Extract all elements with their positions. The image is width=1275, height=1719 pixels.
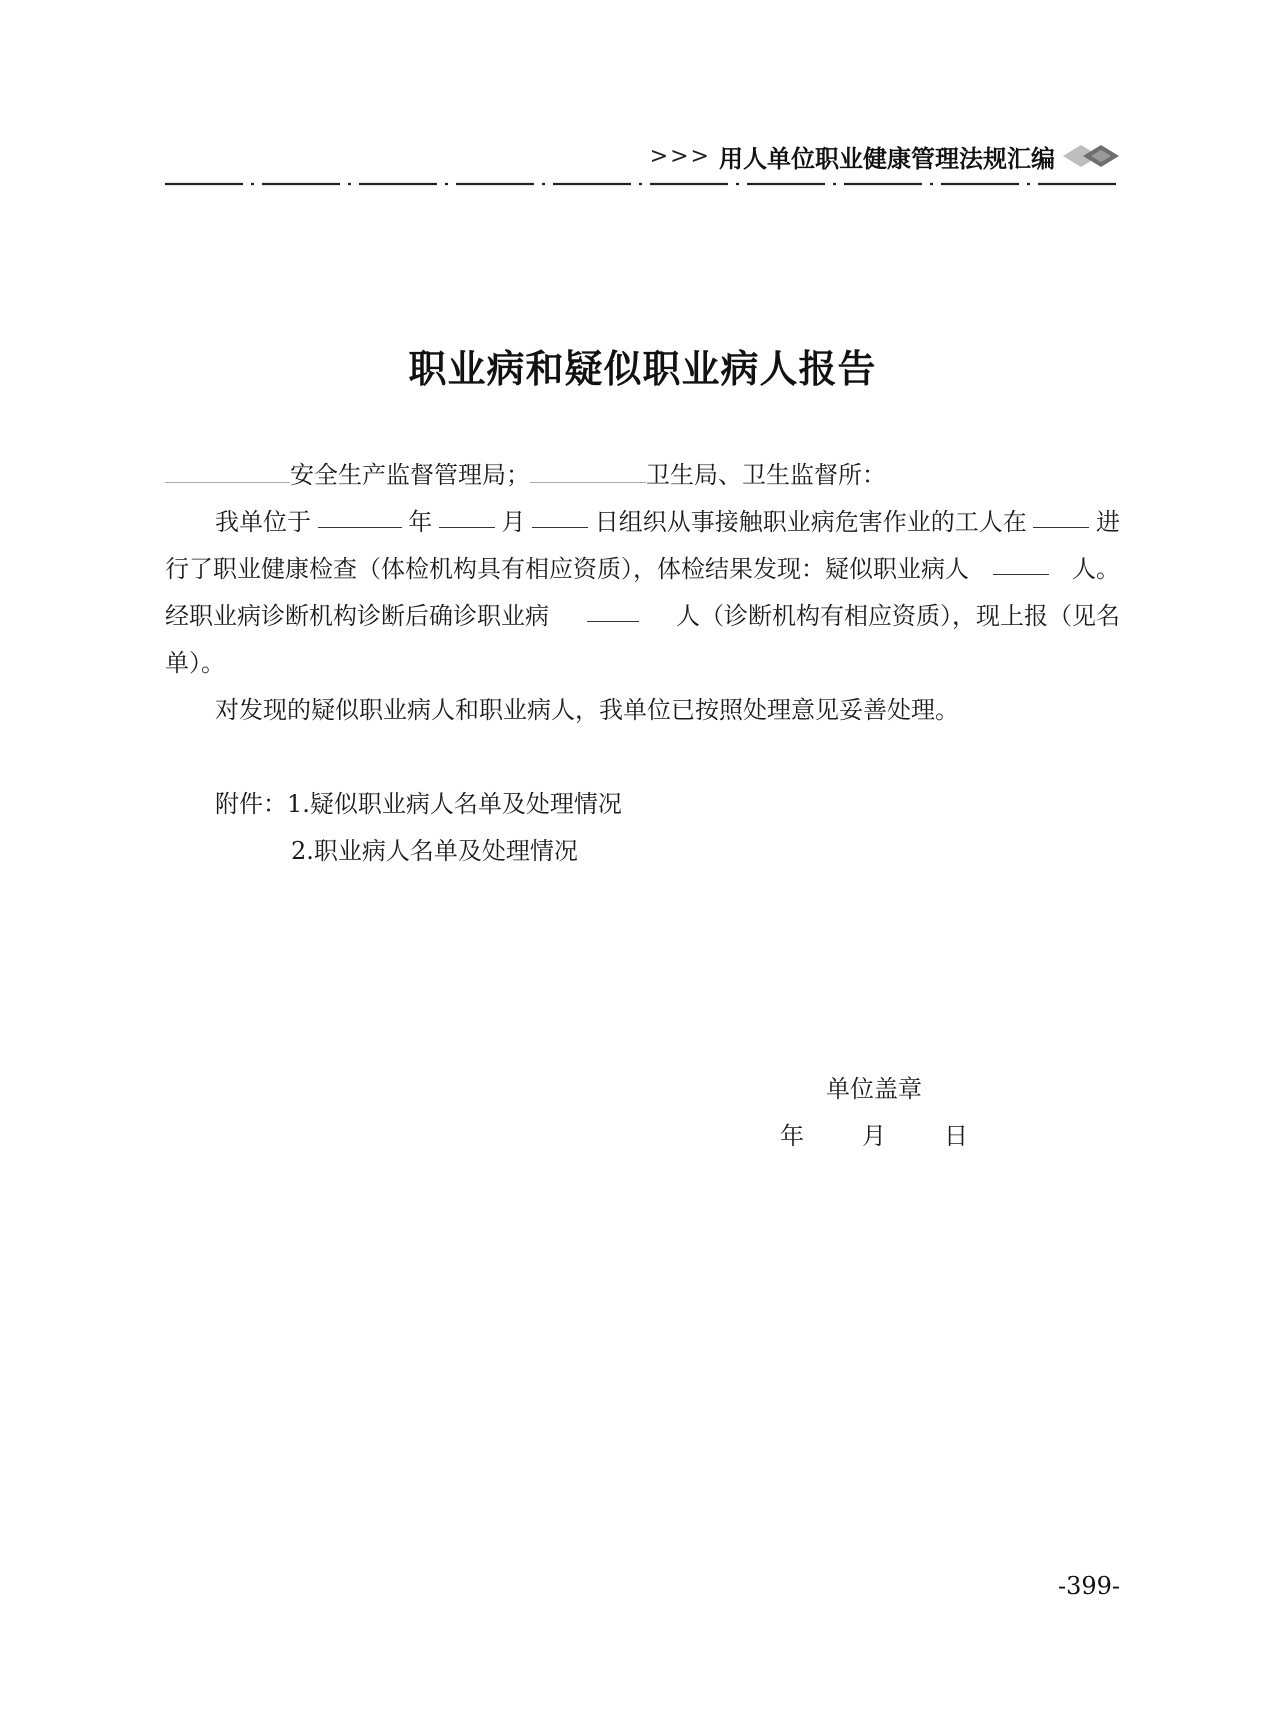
paragraph1-line2 [165,546,1120,593]
attachment-line1 [165,781,1120,828]
p1-text2: 年 [408,508,433,536]
paragraph2: 对发现的疑似职业病人和职业病人，我单位已按照处理意见妥善处理。 [215,696,959,724]
blank-year[interactable] [318,499,402,528]
p1-text3: 月 [501,508,526,536]
sig-month: 月 [862,1122,886,1150]
blank-day[interactable] [532,499,588,528]
page-number: -399- [1057,1572,1120,1600]
spacer [165,734,1120,781]
p1-text8: 经职业病诊断机构诊断后确诊职业病 [165,602,549,630]
p1-text5: 进 [1096,508,1120,536]
p1-text1: 我单位于 [215,508,311,536]
p1-text10: 单）。 [165,649,225,677]
attachment-item1: 1.疑似职业病人名单及处理情况 [287,790,622,818]
signature-block [780,1066,1000,1160]
p1-text6: 行了职业健康检查（体检机构具有相应资质），体检结果发现：疑似职业病人 [165,555,969,583]
p1-text4: 日组织从事接触职业病危害作业的工人在 [594,508,1027,536]
blank-suspected-count[interactable] [993,546,1049,575]
paragraph1-line4 [165,640,1120,687]
header-chevrons: >>> [649,143,711,169]
paragraph1-line1 [165,499,1120,546]
attachment-item2: 2.职业病人名单及处理情况 [291,837,578,865]
header-rule [165,180,1120,188]
double-diamond-icon [1061,141,1125,171]
blank-health-bureau[interactable] [530,454,646,483]
document-title: 职业病和疑似职业病人报告 [408,346,877,391]
blank-confirmed-count[interactable] [587,593,639,622]
salutation-part2: 卫生局、卫生监督所： [646,461,886,489]
report-body [165,452,1120,875]
sig-year: 年 [780,1122,804,1150]
p1-text9: 人（诊断机构有相应资质），现上报（见名 [676,602,1120,630]
blank-safety-bureau[interactable] [165,454,290,483]
blank-institution[interactable] [1033,499,1089,528]
running-header [640,136,1125,176]
salutation-line [165,452,1120,499]
header-title: 用人单位职业健康管理法规汇编 [719,143,1055,173]
sig-day: 日 [944,1122,968,1150]
attachment-label: 附件： [215,790,287,818]
p1-text7: 人。 [1072,555,1120,583]
blank-month[interactable] [439,499,495,528]
paragraph1-line3 [165,593,1120,640]
signature-date [780,1113,968,1160]
unit-seal-label: 单位盖章 [826,1075,922,1103]
salutation-part1: 安全生产监督管理局； [290,461,530,489]
